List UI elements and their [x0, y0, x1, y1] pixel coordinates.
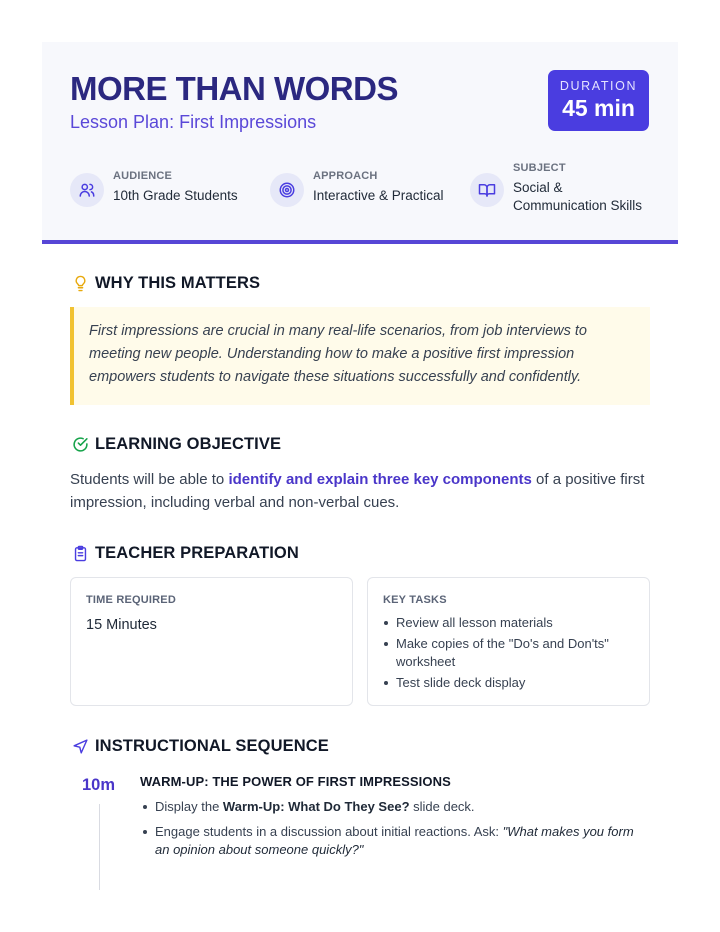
lesson-subtitle: Lesson Plan: First Impressions: [70, 112, 317, 132]
lesson-title: MORE THAN WORDS: [70, 70, 398, 107]
list-item: [140, 798, 650, 816]
clipboard-icon: [70, 543, 90, 563]
time-required-label: TIME REQUIRED: [86, 594, 176, 606]
list-item: Review all lesson materials: [382, 614, 637, 632]
target-icon: [270, 173, 304, 207]
key-tasks-card: [367, 577, 650, 706]
lesson-plan-card: [42, 42, 678, 932]
section-title: TEACHER PREPARATION: [95, 543, 299, 562]
section-title: WHY THIS MATTERS: [95, 273, 261, 292]
section-title: LEARNING OBJECTIVE: [95, 434, 282, 453]
list-item: [140, 823, 650, 859]
objective-text-end: of a positive first impression, including verbal and non-verbal cues.: [70, 471, 645, 511]
step-text: slide deck.: [409, 799, 475, 814]
objective-heading: [70, 432, 281, 456]
key-tasks-label: KEY TASKS: [383, 594, 447, 606]
meta-label: AUDIENCE: [113, 170, 173, 182]
time-required-card: [70, 577, 353, 706]
step-text: Engage students in a discussion about initial reactions. Ask:: [155, 824, 503, 839]
why-callout: [70, 307, 650, 405]
key-tasks-list: [382, 614, 637, 695]
objective-text: [70, 468, 650, 514]
meta-label: SUBJECT: [513, 162, 566, 174]
step-list: [140, 798, 650, 866]
step-duration: 10m: [82, 776, 116, 794]
section-title: INSTRUCTIONAL SEQUENCE: [95, 736, 329, 755]
meta-value: 10th Grade Students: [113, 188, 238, 203]
check-circle-icon: [70, 434, 90, 454]
duration-label: DURATION: [559, 79, 638, 93]
discussion-question: "What makes you form an opinion about someone quickly?": [155, 824, 634, 857]
preparation-heading: [70, 541, 299, 565]
list-item: Test slide deck display: [382, 674, 637, 692]
time-required-value: 15 Minutes: [86, 617, 157, 633]
step-title: WARM-UP: THE POWER OF FIRST IMPRESSIONS: [140, 774, 451, 789]
book-icon: [470, 173, 504, 207]
step-text: Display the: [155, 799, 223, 814]
lesson-header: [42, 42, 678, 244]
duration-value: 45 min: [562, 95, 635, 121]
lightbulb-icon: [70, 273, 90, 293]
send-icon: [70, 736, 90, 756]
list-item: Make copies of the "Do's and Don'ts" worksheet: [382, 635, 637, 671]
meta-value: Social & Communication Skills: [513, 180, 643, 213]
sequence-heading: [70, 734, 329, 758]
why-text: First impressions are crucial in many real-life scenarios, from job interviews to meeting new people. Understanding how to make a positive first impression empowers students to navigate these situations successfully and confidently.: [89, 323, 587, 385]
objective-highlight: identify and explain three key components: [228, 471, 532, 488]
meta-value: Interactive & Practical: [313, 188, 444, 203]
meta-label: APPROACH: [313, 170, 378, 182]
why-heading: [70, 271, 260, 295]
users-icon: [70, 173, 104, 207]
slide-deck-name: Warm-Up: What Do They See?: [222, 799, 410, 814]
duration-badge: [548, 70, 649, 131]
objective-text-start: Students will be able to: [70, 471, 229, 488]
timeline-line: [99, 804, 100, 890]
